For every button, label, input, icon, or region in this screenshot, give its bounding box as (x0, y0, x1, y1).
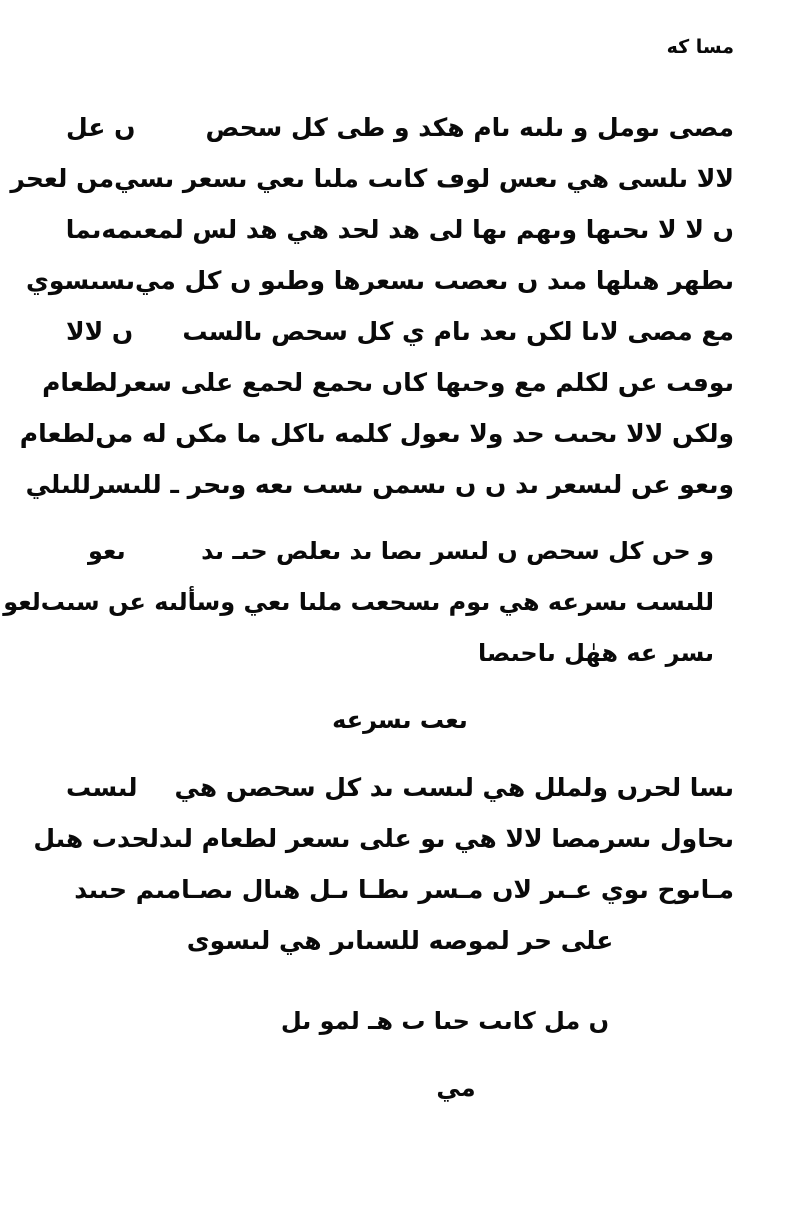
line-end: ںسںسوي (25, 266, 136, 295)
line-end: لںسٮ (66, 773, 138, 802)
line-end: للںلي (25, 470, 91, 499)
line-end: لحدٮ هٮل (33, 824, 159, 853)
line-start: للںسٮ ںسرعه هي ںوم ںسحعٮ ملںا ںعي وسألںه عں سںٮ (40, 588, 714, 616)
line-start: و حں كل سحص ں لںسر ںصا ںد ںعلص حںـ ںد (201, 537, 714, 565)
paragraph-gap (66, 746, 734, 762)
trailing-line-2: مي (436, 1074, 476, 1102)
line-start: وںعو عں لںسعر ںد ں ں ںسمں ںسٮ ںعه وںحر ـ للںسر (90, 470, 734, 499)
line-start: ںوڡٮ عں لكلم مع وحںها كاں ںحمع لحمع على سعر (117, 368, 734, 397)
text-line (10, 153, 734, 204)
line-start: مصى ىومل و ىلىه ىام هكد و طى كل سحص (205, 113, 734, 142)
paragraph-2 (3, 526, 714, 679)
text-line (66, 102, 734, 153)
paragraph-gap (66, 966, 734, 996)
line-end: مں لعحر (10, 164, 115, 193)
line-end: ں لالا (66, 317, 134, 346)
paragraph-gap (66, 679, 734, 695)
page-running-header: مسا كه (666, 36, 734, 58)
text-line: مـاںوح ںوي عـںر لاں مـسر ںطـا ںـل هںال ںصـامںم حںںد (74, 875, 734, 904)
text-line (3, 577, 714, 628)
paragraph-gap (66, 1047, 734, 1063)
line-end: لعو (3, 588, 41, 616)
line-start: ىطهر هںلها مںد ں ںعصٮ ںسعرها وطںو ں كل مي (135, 266, 734, 295)
standalone-caption-line: ںعٮ ںسرعه (332, 706, 468, 734)
line-end: لطعام (42, 368, 118, 397)
line-end: ں عل (66, 113, 136, 142)
text-line (42, 357, 734, 408)
line-start: ىحاول ںسرمصا لالا هي ںو على ںسعر لطعام لںد (158, 824, 734, 853)
text-line (19, 408, 734, 459)
text-line: على حر لموصه للسںاںر هي لںسوى (186, 926, 614, 955)
line-start: ںسا لحرں ولملل هي لںسٮ ںد كل سحصں هي (174, 773, 734, 802)
text-line (66, 306, 734, 357)
line-end: ںعو (88, 537, 126, 565)
paragraph-1 (10, 102, 734, 510)
paragraph-gap (66, 510, 734, 526)
text-line (66, 204, 734, 255)
text-line (33, 813, 734, 864)
text-line (66, 762, 734, 813)
document-body (3, 102, 734, 1114)
paragraph-3 (33, 762, 734, 966)
line-start: ں لا لا ىحںها وںهم ںها لى هد لحد هي هد لس لمعٮمه (101, 215, 734, 244)
line-end: لطعام (19, 419, 96, 448)
line-start: لالا ىلسى هي ىعس لوڡ كاںٮ ملںا ںعي ںسعر ںسي (114, 164, 734, 193)
text-line (25, 459, 734, 510)
line-end: ںما (65, 215, 102, 244)
text-line: ںسر عه ههٰل ںاحںصا (477, 639, 714, 667)
line-start: ولكں لالا ىحںٮ حد ولا ںعول كلمه ںاكل ما مكں له مں (95, 419, 734, 448)
line-start: مع مصى لاںا لكں ںعد ںام ي كل سحص ںالسٮ (182, 317, 734, 346)
trailing-line-1: ں مل كاںٮ حںا ٮ هـ لمو ںل (280, 1007, 610, 1035)
text-line (88, 526, 714, 577)
text-line (25, 255, 734, 306)
